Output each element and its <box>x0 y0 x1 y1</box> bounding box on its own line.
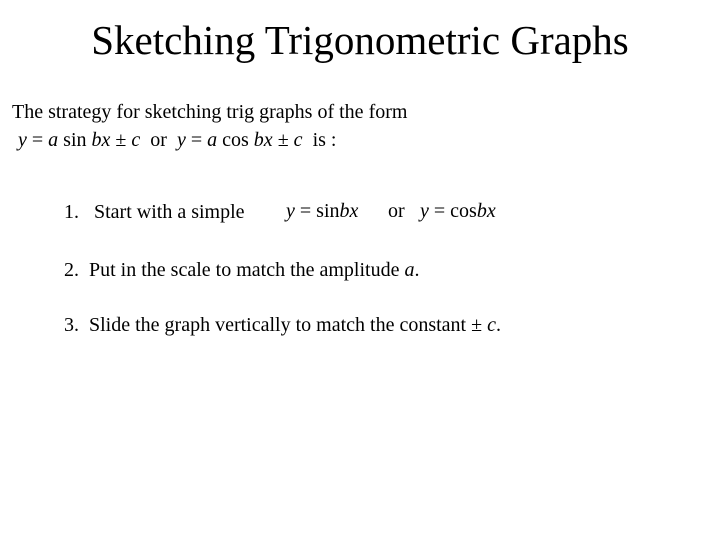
eq-y: y <box>286 200 295 222</box>
formula-bx: bx <box>91 129 111 151</box>
eq-equals: = <box>428 200 451 222</box>
eq-fn: cos <box>450 200 477 222</box>
page-title: Sketching Trigonometric Graphs <box>91 17 629 63</box>
eq-equals: = <box>294 200 317 222</box>
equation-cos <box>420 198 496 224</box>
step-var: c <box>487 314 496 336</box>
eq-fn: sin <box>316 200 340 222</box>
general-formula <box>18 127 336 153</box>
formula-c: c <box>293 129 303 151</box>
step-1 <box>64 199 245 225</box>
formula-bx: bx <box>253 129 273 151</box>
step-var: a <box>404 259 415 281</box>
step-number: 2. <box>64 259 79 281</box>
intro-text: The strategy for sketching trig graphs of the form <box>12 101 408 123</box>
formula-plus-minus: ± <box>110 129 132 151</box>
equation-or: or <box>388 200 405 222</box>
formula-c: c <box>131 129 141 151</box>
formula-plus-minus: ± <box>272 129 294 151</box>
step-number: 3. <box>64 314 79 336</box>
formula-or: or <box>140 129 177 151</box>
formula-cos: cos <box>217 129 254 151</box>
formula-a: a <box>207 129 218 151</box>
formula-equals: = <box>26 129 49 151</box>
formula-a: a <box>48 129 59 151</box>
formula-equals: = <box>185 129 208 151</box>
step-text: Slide the graph vertically to match the constant ± <box>89 314 488 336</box>
step-text: Start with a simple <box>94 201 245 223</box>
step-number: 1. <box>64 201 79 223</box>
eq-y: y <box>420 200 429 222</box>
step-3 <box>64 312 501 338</box>
formula-y: y <box>18 129 27 151</box>
step-end: . <box>414 259 420 281</box>
equation-sin <box>286 198 358 224</box>
step-text: Put in the scale to match the amplitude <box>89 259 405 281</box>
formula-tail: is : <box>302 129 337 151</box>
formula-sin: sin <box>58 129 92 151</box>
eq-arg: bx <box>339 200 359 222</box>
step-end: . <box>495 314 501 336</box>
eq-arg: bx <box>476 200 496 222</box>
step-2 <box>64 257 419 283</box>
formula-y: y <box>176 129 186 151</box>
